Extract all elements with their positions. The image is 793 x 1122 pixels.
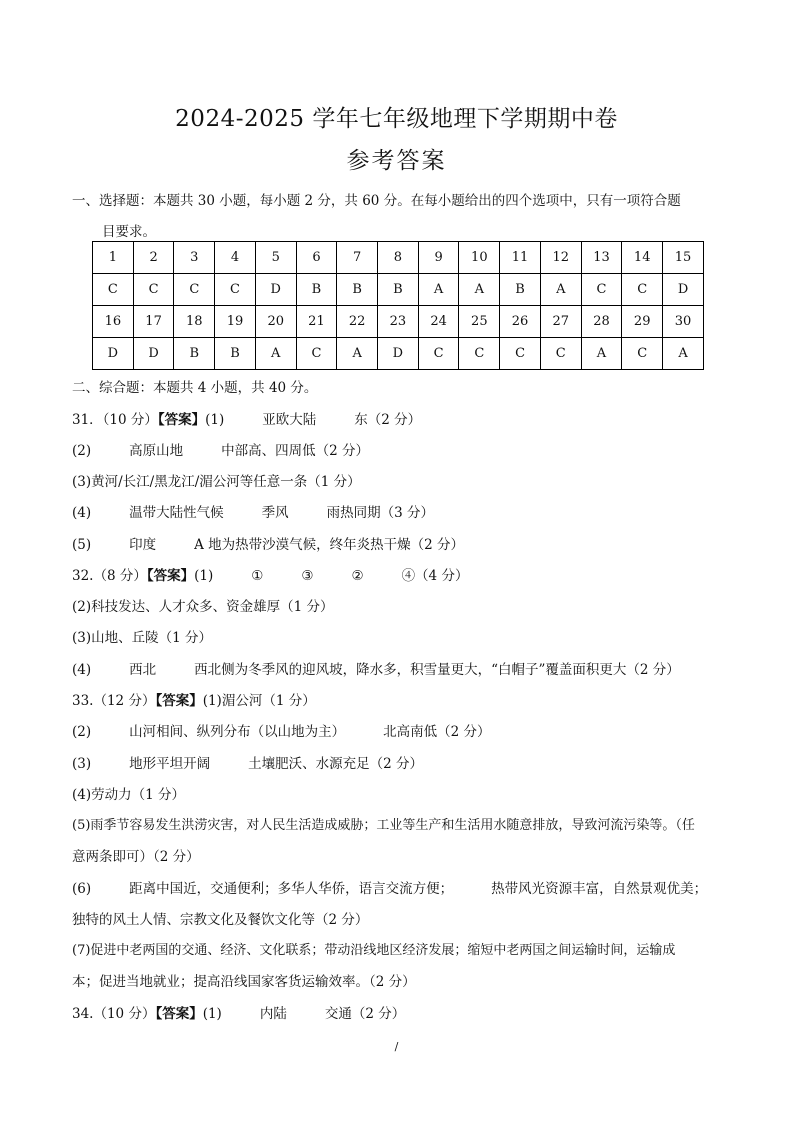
- table-cell-number: 16: [93, 306, 134, 338]
- table-cell-answer: B: [500, 274, 541, 306]
- q32-line1: [72, 564, 468, 584]
- table-cell-answer: B: [296, 274, 337, 306]
- table-cell-number: 3: [174, 242, 215, 274]
- q32-line2: (2)科技发达、人才众多、资金雄厚（1 分）: [72, 599, 334, 615]
- table-cell-answer: A: [418, 274, 459, 306]
- q31-p2-num: (2): [72, 443, 92, 459]
- q32-p1-num: (1): [194, 568, 214, 584]
- table-cell-answer: C: [500, 338, 541, 370]
- table-cell-number: 18: [174, 306, 215, 338]
- table-cell-answer: C: [622, 338, 663, 370]
- table-cell-answer: C: [540, 338, 581, 370]
- table-cell-number: 17: [133, 306, 174, 338]
- section2-heading: 二、综合题：本题共 4 小题，共 40 分。: [72, 380, 318, 396]
- q31-p2-b: 中部高、四周低（2 分）: [221, 443, 370, 459]
- q31-p5-a: 印度: [129, 537, 157, 553]
- table-cell-number: 29: [622, 306, 663, 338]
- page-subtitle: 参考答案: [346, 148, 447, 174]
- q33-line7b: 本；促进当地就业；提高沿线国家客货运输效率。（2 分）: [72, 974, 416, 990]
- answer-table: [92, 241, 704, 370]
- q32-line3: (3)山地、丘陵（1 分）: [72, 630, 213, 646]
- table-cell-number: 30: [663, 306, 704, 338]
- table-cell-number: 14: [622, 242, 663, 274]
- q32-answer-tag: 【答案】: [146, 568, 195, 584]
- table-cell-number: 2: [133, 242, 174, 274]
- q33-p3-num: (3): [72, 756, 92, 772]
- q34-p1-num: (1): [202, 1006, 222, 1022]
- table-cell-number: 10: [459, 242, 500, 274]
- table-row-answers-2: [93, 338, 704, 370]
- page-title: 2024-2025 学年七年级地理下学期期中卷: [175, 106, 618, 132]
- table-cell-number: 8: [378, 242, 419, 274]
- table-cell-number: 13: [581, 242, 622, 274]
- table-cell-answer: C: [93, 274, 134, 306]
- section1-line1: 一、选择题：本题共 30 小题，每小题 2 分，共 60 分。在每小题给出的四个选项中，只有一项符合题: [72, 193, 681, 209]
- q31-p4-c: 雨热同期（3 分）: [326, 505, 435, 521]
- q31-p5-b: A 地为热带沙漠气候，终年炎热干燥（2 分）: [194, 537, 465, 553]
- table-cell-number: 27: [540, 306, 581, 338]
- table-row-answers-1: [93, 274, 704, 306]
- section1-line2: 目要求。: [102, 224, 156, 240]
- q31-answer-tag: 【答案】: [157, 412, 206, 428]
- q33-line2: [72, 720, 491, 740]
- table-cell-answer: C: [133, 274, 174, 306]
- section1-heading: [72, 186, 727, 248]
- q34-answer-tag: 【答案】: [155, 1006, 203, 1022]
- table-cell-answer: C: [418, 338, 459, 370]
- q33-p2-num: (2): [72, 724, 92, 740]
- table-cell-answer: C: [174, 274, 215, 306]
- q33-line5b: 意两条即可）（2 分）: [72, 849, 200, 865]
- table-cell-answer: D: [663, 274, 704, 306]
- q33-p2-b: 北高南低（2 分）: [383, 724, 491, 740]
- q32-p1-d: ④（4 分）: [401, 568, 469, 584]
- q31-line2: [72, 439, 369, 459]
- q31-p5-num: (5): [72, 537, 92, 553]
- table-cell-number: 1: [93, 242, 134, 274]
- table-cell-answer: B: [378, 274, 419, 306]
- table-cell-answer: C: [296, 338, 337, 370]
- table-cell-answer: D: [93, 338, 134, 370]
- q33-line7a: (7)促进中老两国的交通、经济、文化联系；带动沿线地区经济发展；缩短中老两国之间运输时间，运输成: [72, 943, 676, 958]
- q31-p4-num: (4): [72, 505, 92, 521]
- table-cell-number: 12: [540, 242, 581, 274]
- q31-p1-num: (1): [205, 412, 225, 428]
- q33-line5a: (5)雨季节容易发生洪涝灾害，对人民生活造成威胁；工业等生产和生活用水随意排放，导致河流污染等。（任: [72, 818, 695, 833]
- table-cell-number: 15: [663, 242, 704, 274]
- table-cell-answer: C: [459, 338, 500, 370]
- table-cell-answer: D: [133, 338, 174, 370]
- table-cell-answer: A: [663, 338, 704, 370]
- q33-p6-num: (6): [72, 881, 92, 897]
- q33-line4: (4)劳动力（1 分）: [72, 787, 186, 803]
- table-cell-number: 22: [337, 306, 378, 338]
- q32-line4: [72, 658, 680, 678]
- q33-p6-b: 热带风光资源丰富，自然景观优美；: [491, 881, 708, 897]
- q31-p2-a: 高原山地: [129, 443, 184, 459]
- table-cell-answer: D: [255, 274, 296, 306]
- table-cell-answer: A: [581, 338, 622, 370]
- q31-p4-b: 季风: [261, 505, 289, 521]
- table-row-numbers-1: [93, 242, 704, 274]
- q32-head: 32.（8 分）: [72, 568, 147, 584]
- table-cell-answer: D: [378, 338, 419, 370]
- q31-p4-a: 温带大陆性气候: [129, 505, 224, 521]
- table-cell-number: 6: [296, 242, 337, 274]
- table-cell-answer: B: [337, 274, 378, 306]
- table-cell-number: 5: [255, 242, 296, 274]
- q34-p1-a: 内陆: [259, 1006, 287, 1022]
- q31-p1-a: 亚欧大陆: [262, 412, 317, 428]
- q33-answer-tag: 【答案】: [155, 693, 203, 709]
- q33-p2-a: 山河相间、纵列分布（以山地为主）: [129, 724, 346, 740]
- table-cell-number: 21: [296, 306, 337, 338]
- q34-line1: [72, 1002, 405, 1022]
- table-cell-answer: A: [459, 274, 500, 306]
- table-cell-answer: B: [174, 338, 215, 370]
- q33-line1: [72, 689, 316, 709]
- table-cell-number: 19: [215, 306, 256, 338]
- table-cell-number: 9: [418, 242, 459, 274]
- q33-p6-a: 距离中国近，交通便利；多华人华侨，语言交流方便；: [129, 881, 454, 897]
- page-number: /: [394, 1040, 399, 1053]
- q31-line4: [72, 501, 434, 521]
- q32-p1-b: ③: [301, 568, 314, 584]
- table-cell-answer: A: [255, 338, 296, 370]
- table-cell-answer: B: [215, 338, 256, 370]
- q33-p3-a: 地形平坦开阔: [129, 756, 211, 772]
- table-cell-number: 11: [500, 242, 541, 274]
- q33-p1: (1)湄公河（1 分）: [202, 693, 316, 709]
- q31-line3: (3)黄河/长江/黑龙江/湄公河等任意一条（1 分）: [72, 474, 361, 490]
- table-cell-number: 4: [215, 242, 256, 274]
- q33-line6b: 独特的风土人情、宗教文化及餐饮文化等（2 分）: [72, 912, 369, 928]
- q34-p1-b: 交通（2 分）: [324, 1006, 406, 1022]
- table-cell-number: 25: [459, 306, 500, 338]
- q32-p4-a: 西北: [129, 662, 157, 678]
- q33-line6a: [72, 877, 707, 897]
- q32-p1-a: ①: [251, 568, 264, 584]
- q31-p1-b: 东（2 分）: [354, 412, 422, 428]
- q33-p3-b: 土壤肥沃、水源充足（2 分）: [248, 756, 424, 772]
- table-cell-number: 20: [255, 306, 296, 338]
- q34-head: 34.（10 分）: [72, 1006, 156, 1022]
- table-cell-number: 24: [418, 306, 459, 338]
- table-cell-answer: C: [581, 274, 622, 306]
- q32-p4-num: (4): [72, 662, 92, 678]
- table-row-numbers-2: [93, 306, 704, 338]
- q33-line3: [72, 752, 423, 772]
- table-cell-number: 28: [581, 306, 622, 338]
- q31-line1: [72, 408, 421, 428]
- q32-p1-c: ②: [351, 568, 364, 584]
- table-cell-number: 26: [500, 306, 541, 338]
- table-cell-number: 7: [337, 242, 378, 274]
- table-cell-answer: C: [622, 274, 663, 306]
- q33-head: 33.（12 分）: [72, 693, 156, 709]
- q32-p4-b: 西北侧为冬季风的迎风坡，降水多，积雪量更大，“白帽子”覆盖面积更大（2 分）: [194, 662, 680, 678]
- table-cell-answer: A: [337, 338, 378, 370]
- q31-head: 31．（10 分）: [72, 412, 158, 428]
- q31-line5: [72, 533, 464, 553]
- table-cell-answer: C: [215, 274, 256, 306]
- table-cell-answer: A: [540, 274, 581, 306]
- table-cell-number: 23: [378, 306, 419, 338]
